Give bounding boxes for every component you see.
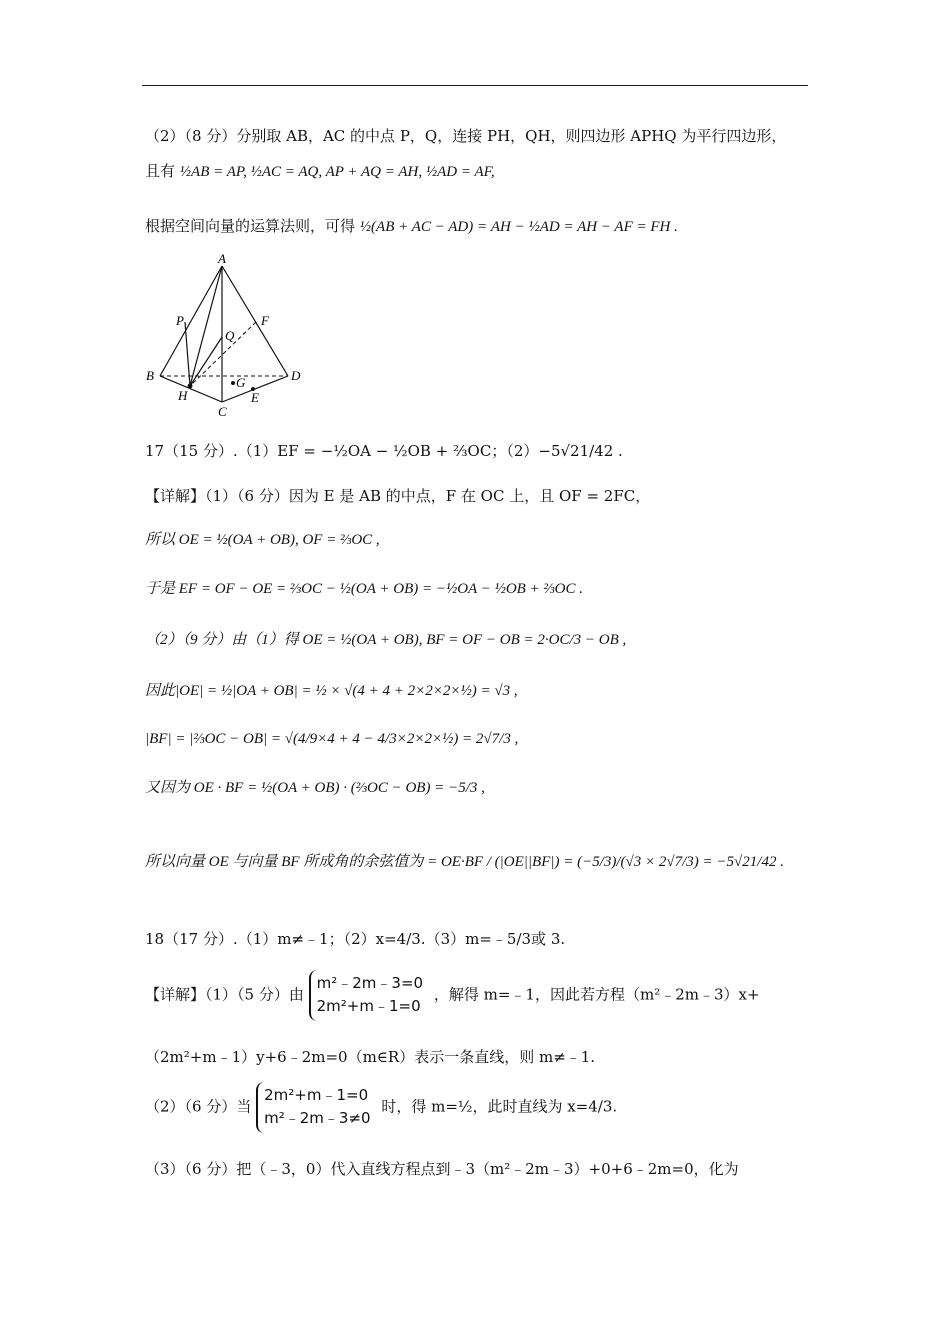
s18-part3: （3）（6 分）把（﹣3，0）代入直线方程点到﹣3（m²﹣2m﹣3）+0+6﹣2m=0，化为	[145, 1160, 739, 1178]
label-h: H	[178, 388, 188, 403]
s16-part2-intro: （2）（8 分）分别取 AB，AC 的中点 P，Q，连接 PH，QH，则四边形 APHQ 为平行四边形，	[145, 127, 787, 145]
s18-system2	[256, 1082, 376, 1133]
s17-line8: 所以向量 OE 与向量 BF 所成角的余弦值为 = OE·BF / (|OE||BF|) = (−5/3)/(√3 × 2√7/3) = −5√21/42 .	[145, 854, 784, 870]
tetrahedron-figure	[140, 252, 320, 422]
s18-system1	[309, 970, 429, 1021]
point-g	[231, 381, 235, 385]
s17-detail1: 【详解】（1）（6 分）因为 E 是 AB 的中点，F 在 OC 上，且 OF = 2FC，	[145, 487, 651, 505]
s16-conclusion: ½(AB + AC − AD) = AH − ½AD = AH − AF = FH .	[359, 219, 678, 235]
s18-sys2-eq2: m²﹣2m﹣3≠0	[264, 1109, 371, 1128]
label-b: B	[146, 368, 154, 383]
label-d: D	[291, 368, 301, 383]
label-p: P	[176, 313, 184, 328]
s18-detail1-suffix: ，解得 m=﹣1，因此若方程（m²﹣2m﹣3）x+	[433, 985, 760, 1004]
s16-conclusion-prefix: 根据空间向量的运算法则，可得	[145, 217, 356, 235]
s17-line7: 又因为 OE · BF = ½(OA + OB) · (⅔OC − OB) = −5/3 ,	[145, 780, 485, 796]
segment-qh	[190, 337, 222, 386]
label-c: C	[218, 404, 227, 419]
s18-sys2-eq1: 2m²+m﹣1=0	[264, 1086, 369, 1104]
s17-line2: 所以 OE = ½(OA + OB), OF = ⅔OC ,	[145, 532, 380, 548]
s17-line4: （2）（9 分）由（1）得 OE = ½(OA + OB), BF = OF − OB = 2·OC/3 − OB ,	[145, 632, 627, 648]
segment-ah	[190, 266, 222, 386]
s16-part2-conclusion-line	[145, 217, 678, 236]
s18-detail1-cont: （2m²+m﹣1）y+6﹣2m=0（m∈R）表示一条直线，则 m≠﹣1.	[145, 1048, 596, 1066]
label-q: Q	[225, 328, 235, 343]
point-h	[188, 384, 193, 389]
s18-part2-suffix: 时，得 m=½，此时直线为 x=4/3.	[381, 1097, 618, 1116]
s17-line5: 因此|OE| = ½|OA + OB| = ½ × √(4 + 4 + 2×2×2×½) = √3 ,	[145, 683, 518, 699]
s18-detail1-prefix: 【详解】（1）（5 分）由	[145, 985, 304, 1004]
s17-header: 17（15 分）.（1）EF = −½OA − ½OB + ⅔OC；（2）−5√21/42 .	[145, 442, 623, 460]
label-a: A	[218, 252, 226, 266]
s18-detail1-line	[145, 970, 760, 1021]
s18-part2-line	[145, 1082, 617, 1133]
s16-eq: ½AB = AP, ½AC = AQ, AP + AQ = AH, ½AD = AF,	[179, 164, 495, 180]
s18-sys1-eq2: 2m²+m﹣1=0	[316, 997, 421, 1016]
s18-part2-prefix: （2）（6 分）当	[145, 1097, 252, 1116]
s16-eq-prefix: 且有	[145, 162, 176, 180]
label-f: F	[261, 313, 269, 328]
header-rule	[142, 85, 808, 86]
segment-ph	[185, 322, 190, 386]
edge-ad	[222, 266, 288, 376]
s18-header: 18（17 分）.（1）m≠﹣1；（2）x=4/3.（3）m=﹣5/3或 3.	[145, 930, 566, 948]
label-g: G	[236, 375, 246, 390]
edge-bc	[160, 376, 222, 402]
s17-line6: |BF| = |⅔OC − OB| = √(4/9×4 + 4 − 4/3×2×2×½) = 2√7/3 ,	[145, 731, 519, 747]
label-e: E	[251, 390, 259, 405]
edge-ab	[160, 266, 222, 376]
s16-part2-eq-line	[145, 162, 495, 181]
s17-line3: 于是 EF = OF − OE = ⅔OC − ½(OA + OB) = −½OA − ½OB + ⅔OC .	[145, 581, 584, 597]
s18-sys1-eq1: m²﹣2m﹣3=0	[316, 974, 424, 992]
